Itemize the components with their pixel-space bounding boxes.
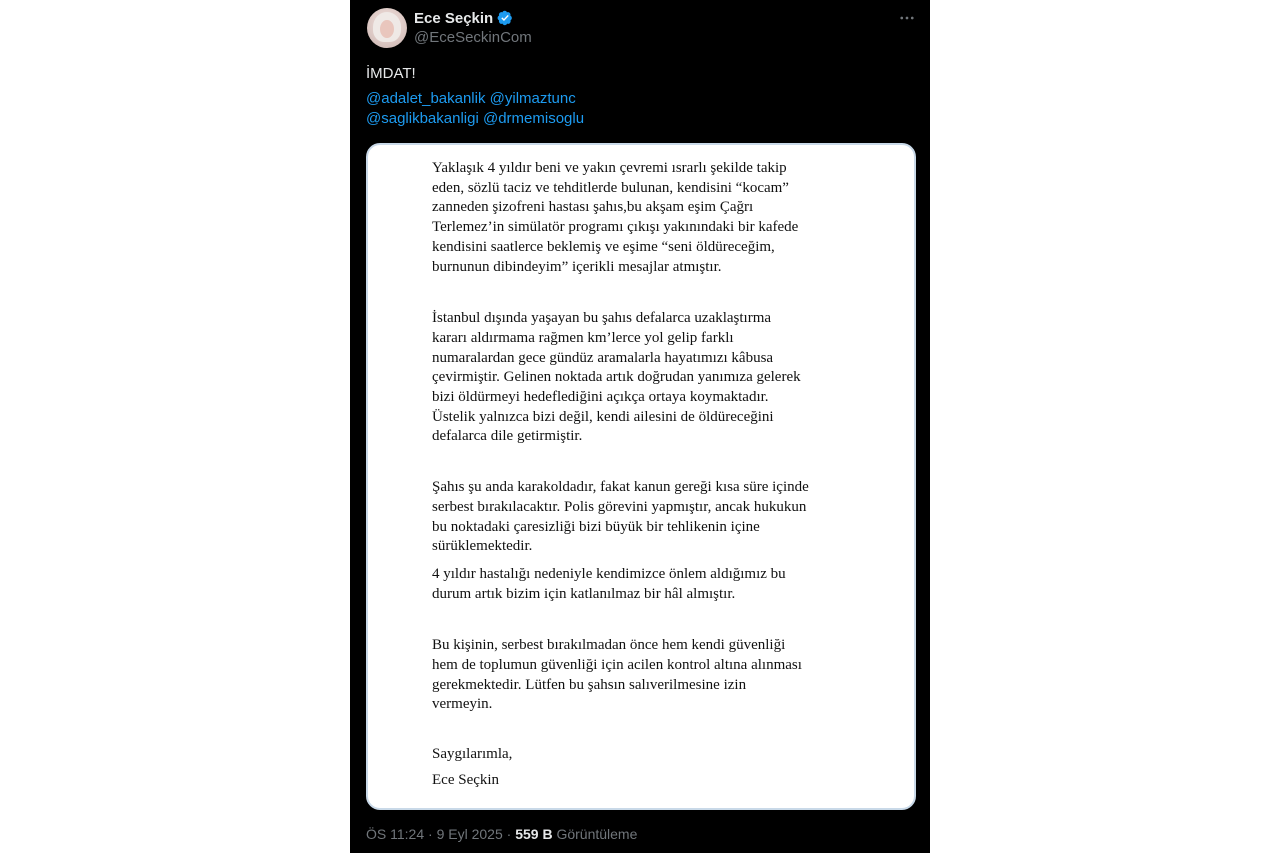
letter-paragraph: Bu kişinin, serbest bırakılmadan önce hem kendi güvenliği hem de toplumun güvenliği için acilen kontrol altına alınması gerekmektedir. Lütfen bu şahsın salıverilmesine izin vermeyin. (432, 637, 802, 713)
mentions-line-1 (366, 89, 584, 109)
author-name-row (414, 8, 513, 28)
avatar[interactable] (367, 8, 407, 48)
letter-text (432, 159, 872, 791)
letter-paragraph: Yaklaşık 4 yıldır beni ve yakın çevremi ısrarlı şekilde takip eden, sözlü taciz ve tehditlerde bulunan, kendisini “kocam” zanneden şizofreni hastası şahıs,bu akşam eşim Çağrı Terlemez’in simülatör programı çıkışı yakınındaki bir kafede kendisini saatlerce beklemiş ve eşime “seni öldüreceğim, burnunun dibindeyim” içerikli mesajlar atmıştır. (432, 160, 799, 275)
views-count: 559 B (515, 826, 553, 842)
mention-link[interactable]: @drmemisoglu (482, 110, 585, 127)
mention-link[interactable]: @adalet_bakanlik (366, 90, 486, 107)
tweet (350, 0, 930, 853)
author-handle[interactable]: @EceSeckinCom (414, 29, 532, 46)
tweet-date[interactable]: 9 Eyl 2025 (436, 826, 503, 842)
tweet-time[interactable]: ÖS 11:24 (366, 826, 425, 842)
letter-signature: Ece Seçkin (432, 771, 500, 788)
views-label: Görüntüleme (556, 826, 638, 842)
more-options-icon[interactable] (898, 9, 916, 27)
verified-badge-icon[interactable] (497, 10, 513, 26)
letter-paragraph: 4 yıldır hastalığı nedeniyle kendimizce önlem aldığımız bu durum artık bizim için katlanılmaz bir hâl almıştır. (432, 565, 786, 602)
author-display-name[interactable]: Ece Seçkin (414, 9, 494, 27)
meta-separator: · (502, 826, 516, 842)
letter-paragraph: Şahıs şu anda karakoldadır, fakat kanun gereği kısa süre içinde serbest bırakılacaktır. Polis görevini yapmıştır, ancak hukukun bu noktadaki çaresizliği bizi büyük bir tehlikenin içine sürüklemektedir. (432, 479, 809, 555)
tweet-text (366, 64, 584, 129)
avatar-face (380, 20, 394, 38)
mention-link[interactable]: @saglikbakanligi (366, 110, 479, 127)
mention-link[interactable]: @yilmaztunc (489, 90, 576, 107)
tweet-title: İMDAT! (366, 65, 416, 82)
letter-paragraph: İstanbul dışında yaşayan bu şahıs defalarca uzaklaştırma kararı aldırmama rağmen km’lerce yol gelip farklı numaralardan gece gündüz aramalarla hayatımızı kâbusa çevirmiştir. Gelinen noktada artık doğrudan yanımıza gelerek bizi öldürmeyi hedeflediğini açıkça ortaya koymaktadır. Üstelik yalnızca bizi değil, kendi ailesini de öldüreceğini defalarca dile getirmiştir. (432, 310, 801, 445)
tweet-meta (366, 826, 637, 842)
attached-letter-image[interactable] (366, 143, 916, 810)
letter-closing: Saygılarımla, (432, 746, 513, 763)
mentions-line-2 (366, 109, 584, 129)
meta-separator: · (424, 826, 437, 842)
